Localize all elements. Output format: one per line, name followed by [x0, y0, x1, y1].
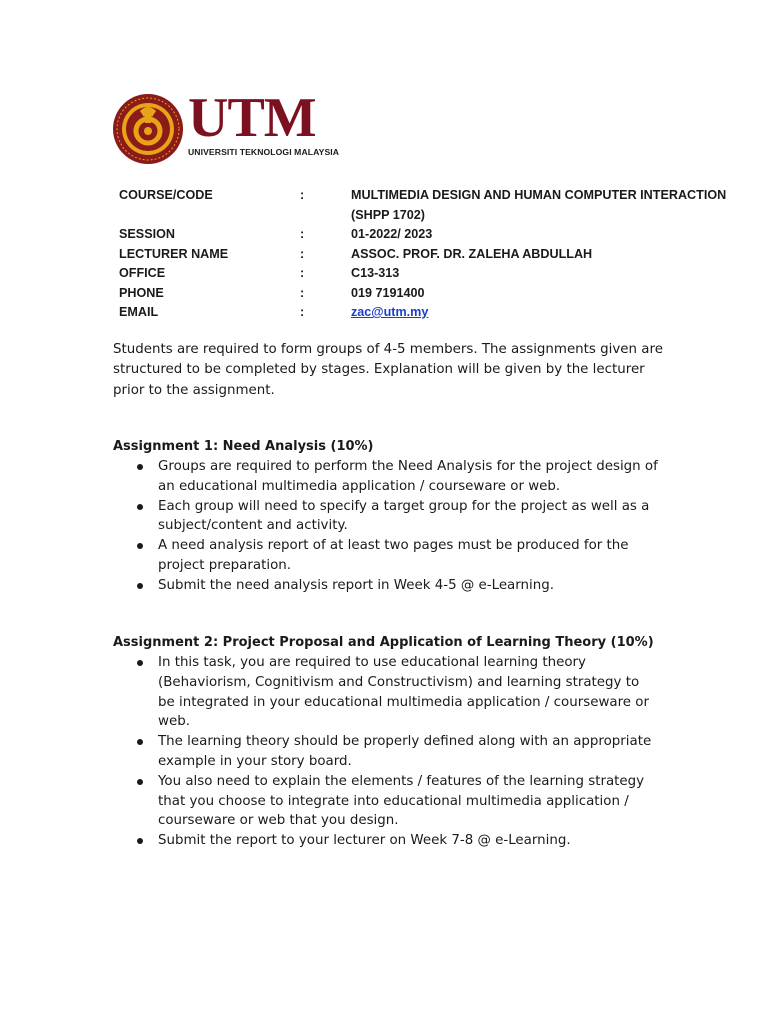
info-value: 019 7191400 [351, 285, 425, 300]
info-value-wrapper [351, 303, 739, 323]
university-seal-icon [112, 93, 184, 165]
bullet-icon [137, 464, 143, 470]
info-value-course-code: (SHPP 1702) [351, 207, 425, 222]
info-row-office [119, 264, 739, 284]
list-item-text: Submit the need analysis report in Week 4-5 @ e-Learning. [158, 577, 554, 593]
info-colon: : [300, 227, 305, 241]
list-item [113, 653, 658, 732]
info-value: ASSOC. PROF. DR. ZALEHA ABDULLAH [351, 246, 593, 261]
list-item-text: The learning theory should be properly defined along with an appropriate example in your story board. [158, 734, 652, 769]
assignment-1-heading: Assignment 1: Need Analysis (10%) [113, 439, 374, 454]
info-row-email [119, 303, 739, 323]
info-colon: : [300, 285, 305, 300]
email-link[interactable]: zac@utm.my [351, 305, 429, 319]
info-row-session [119, 225, 739, 245]
list-item [113, 576, 658, 596]
list-item [113, 831, 658, 851]
info-value: 01-2022/ 2023 [351, 227, 433, 241]
info-value: MULTIMEDIA DESIGN AND HUMAN COMPUTER INTERACTION [351, 188, 727, 202]
bullet-icon [137, 504, 143, 510]
bullet-icon [137, 739, 143, 745]
list-item-text: Groups are required to perform the Need Analysis for the project design of an educational multimedia application / courseware or web. [158, 459, 658, 494]
info-colon: : [300, 246, 305, 261]
list-item-text: Submit the report to your lecturer on Week 7-8 @ e-Learning. [158, 833, 571, 849]
list-item [113, 457, 658, 497]
bullet-icon [137, 660, 143, 666]
assignment-2-section [113, 633, 693, 851]
info-row-lecturer [119, 245, 739, 265]
list-item-text: Each group will need to specify a target group for the project as well as a subject/content and activity. [158, 498, 650, 534]
list-item-text: You also need to explain the elements / features of the learning strategy that you choose to integrate into educational multimedia application / courseware or web that you design. [158, 773, 645, 829]
assignment-1-section [113, 437, 693, 596]
list-item [113, 536, 658, 576]
info-label: OFFICE [119, 266, 166, 280]
info-row-phone [119, 284, 739, 304]
info-colon: : [300, 266, 305, 280]
course-info-table [119, 186, 739, 323]
list-item [113, 732, 658, 772]
intro-paragraph: Students are required to form groups of 4-5 members. The assignments given are structured to be completed by stages. Explanation will be given by the lecturer prior to the assignment. [113, 342, 663, 398]
list-item-text: In this task, you are required to use educational learning theory (Behaviorism, Cognitivism and Constructivism) and learning strategy to be integrated in your educational multimedia application / courseware or web. [158, 655, 650, 730]
info-label: LECTURER NAME [119, 246, 229, 261]
info-value: C13-313 [351, 266, 400, 280]
info-label: COURSE/CODE [119, 188, 213, 202]
utm-logo [112, 87, 352, 166]
list-item [113, 772, 658, 831]
info-colon: : [300, 305, 305, 319]
info-label: PHONE [119, 285, 164, 300]
utm-subtitle: UNIVERSITI TEKNOLOGI MALAYSIA [188, 147, 340, 157]
assignment-1-list [113, 457, 693, 596]
info-label: SESSION [119, 227, 175, 241]
list-item [113, 497, 658, 537]
assignment-2-list [113, 653, 693, 851]
bullet-icon [137, 543, 143, 549]
utm-wordmark: UTM [188, 87, 316, 149]
info-label: EMAIL [119, 305, 159, 319]
bullet-icon [137, 779, 143, 785]
info-colon: : [300, 188, 305, 202]
info-row-course-code [119, 186, 739, 225]
bullet-icon [137, 838, 143, 844]
bullet-icon [137, 583, 143, 589]
assignment-2-heading: Assignment 2: Project Proposal and Application of Learning Theory (10%) [113, 635, 654, 650]
list-item-text: A need analysis report of at least two pages must be produced for the project preparation. [158, 538, 629, 573]
